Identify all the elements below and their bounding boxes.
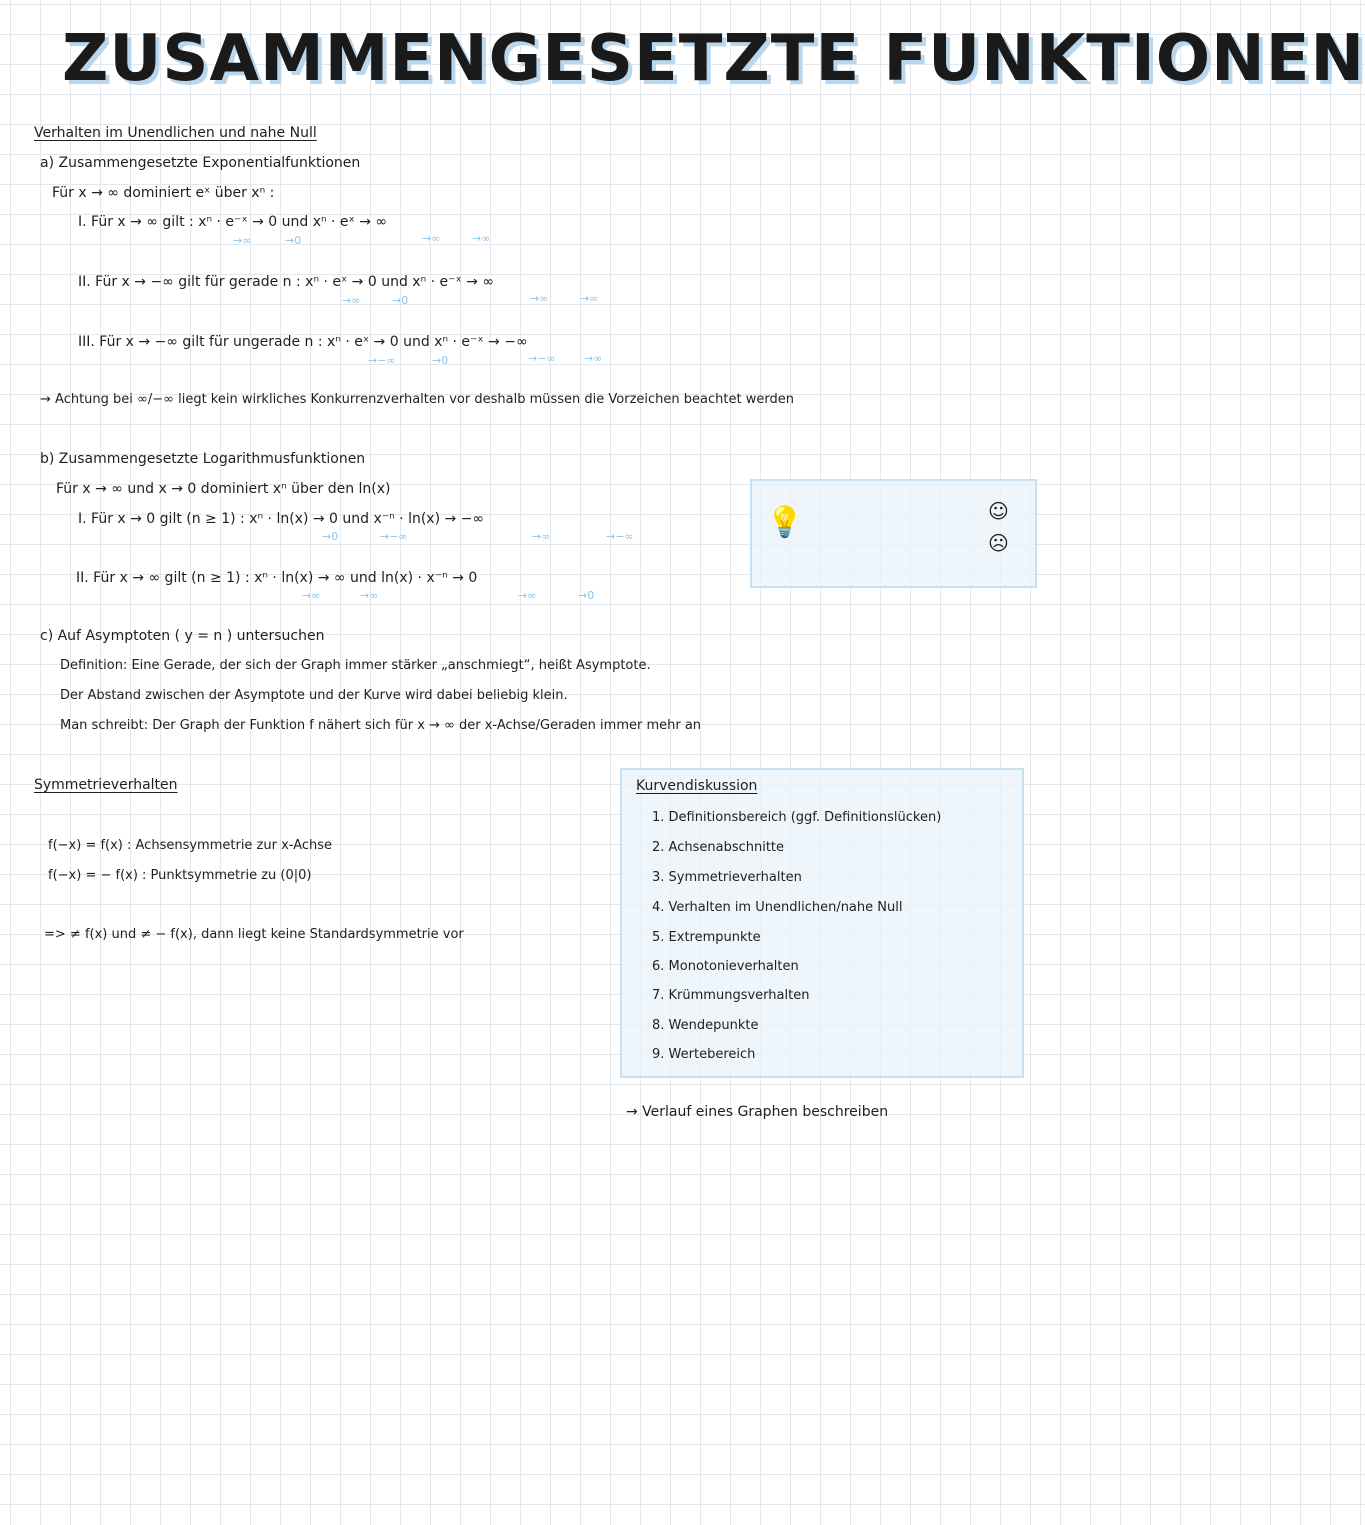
log-rule-1-sub: →−∞ <box>606 530 634 543</box>
log-rule-1: I. Für x → 0 gilt (n ≥ 1) : xⁿ · ln(x) → 0 und x⁻ⁿ · ln(x) → −∞ <box>78 511 485 527</box>
asymptote-definition: Definition: Eine Gerade, der sich der Graph immer stärker „anschmiegt“, heißt Asymptote. <box>60 658 651 673</box>
smiley-happy-icon: ☺ <box>988 499 1009 523</box>
curve-discussion-footer: → Verlauf eines Graphen beschreiben <box>626 1104 889 1120</box>
exp-rule-3-sub: →−∞ <box>528 352 556 365</box>
exp-rule-1: I. Für x → ∞ gilt : xⁿ · e⁻ˣ → 0 und xⁿ · eˣ → ∞ <box>78 214 388 230</box>
log-rule-2: II. Für x → ∞ gilt (n ≥ 1) : xⁿ · ln(x) → ∞ und ln(x) · x⁻ⁿ → 0 <box>76 570 478 586</box>
log-heading: b) Zusammengesetzte Logarithmusfunktionen <box>40 451 366 467</box>
exp-heading: a) Zusammengesetzte Exponentialfunktionen <box>40 155 361 171</box>
page-title: ZUSAMMENGESETZTE FUNKTIONEN <box>62 22 1365 96</box>
limits-heading: Verhalten im Unendlichen und nahe Null <box>34 125 317 141</box>
log-rule-2-sub: →0 <box>578 589 595 602</box>
log-rule-2-sub: →∞ <box>518 589 537 602</box>
exp-rule-3-sub: →−∞ <box>368 354 396 367</box>
discussion-item: 4. Verhalten im Unendlichen/nahe Null <box>652 900 903 915</box>
log-rule-2-sub: →∞ <box>302 589 321 602</box>
exp-rule-1-sub: →0 <box>285 234 302 247</box>
exp-rule-1-sub: →∞ <box>233 234 252 247</box>
log-rule-1-sub: →∞ <box>532 530 551 543</box>
curve-discussion-box <box>620 768 1024 1078</box>
exp-rule-2-sub: →∞ <box>530 292 549 305</box>
exp-rule-1-sub: →∞ <box>472 232 491 245</box>
smiley-sad-icon: ☹ <box>988 531 1009 555</box>
log-rule-1-sub: →0 <box>322 530 339 543</box>
symmetry-point: f(−x) = − f(x) : Punktsymmetrie zu (0|0) <box>48 868 312 883</box>
discussion-item: 9. Wertebereich <box>652 1047 756 1062</box>
discussion-item: 7. Krümmungsverhalten <box>652 988 810 1003</box>
discussion-item: 1. Definitionsbereich (ggf. Definitionslücken) <box>652 810 942 825</box>
symmetry-none: => ≠ f(x) und ≠ − f(x), dann liegt keine Standardsymmetrie vor <box>44 927 464 942</box>
exp-rule-2-sub: →∞ <box>580 292 599 305</box>
exp-intro: Für x → ∞ dominiert eˣ über xⁿ : <box>52 185 275 201</box>
discussion-item: 6. Monotonieverhalten <box>652 959 799 974</box>
symmetry-axis: f(−x) = f(x) : Achsensymmetrie zur x-Achse <box>48 838 333 853</box>
exp-rule-1-sub: →∞ <box>422 232 441 245</box>
exp-rule-2-sub: →0 <box>392 294 409 307</box>
asymptote-notation: Man schreibt: Der Graph der Funktion f nähert sich für x → ∞ der x-Achse/Geraden immer mehr an <box>60 718 702 733</box>
discussion-item: 5. Extrempunkte <box>652 930 761 945</box>
log-rule-2-sub: →∞ <box>360 589 379 602</box>
exp-rule-2-sub: →∞ <box>342 294 361 307</box>
log-rule-1-sub: →−∞ <box>380 530 408 543</box>
asymptote-distance: Der Abstand zwischen der Asymptote und der Kurve wird dabei beliebig klein. <box>60 688 568 703</box>
exp-rule-3-sub: →0 <box>432 354 449 367</box>
asymptote-heading: c) Auf Asymptoten ( y = n ) untersuchen <box>40 628 325 644</box>
exp-rule-2: II. Für x → −∞ gilt für gerade n : xⁿ · eˣ → 0 und xⁿ · e⁻ˣ → ∞ <box>78 274 495 290</box>
exp-rule-3-sub: →∞ <box>584 352 603 365</box>
discussion-item: 8. Wendepunkte <box>652 1018 759 1033</box>
lightbulb-icon: 💡 <box>766 505 804 540</box>
exp-note: → Achtung bei ∞/−∞ liegt kein wirkliches Konkurrenzverhalten vor deshalb müssen die Vorzeichen beachtet werden <box>40 392 794 407</box>
discussion-item: 2. Achsenabschnitte <box>652 840 785 855</box>
discussion-item: 3. Symmetrieverhalten <box>652 870 802 885</box>
symmetry-heading: Symmetrieverhalten <box>34 777 178 793</box>
curvature-tip-box <box>750 479 1037 588</box>
exp-rule-3: III. Für x → −∞ gilt für ungerade n : xⁿ · eˣ → 0 und xⁿ · e⁻ˣ → −∞ <box>78 334 528 350</box>
curve-discussion-heading: Kurvendiskussion <box>636 778 758 794</box>
log-intro: Für x → ∞ und x → 0 dominiert xⁿ über den ln(x) <box>56 481 391 497</box>
